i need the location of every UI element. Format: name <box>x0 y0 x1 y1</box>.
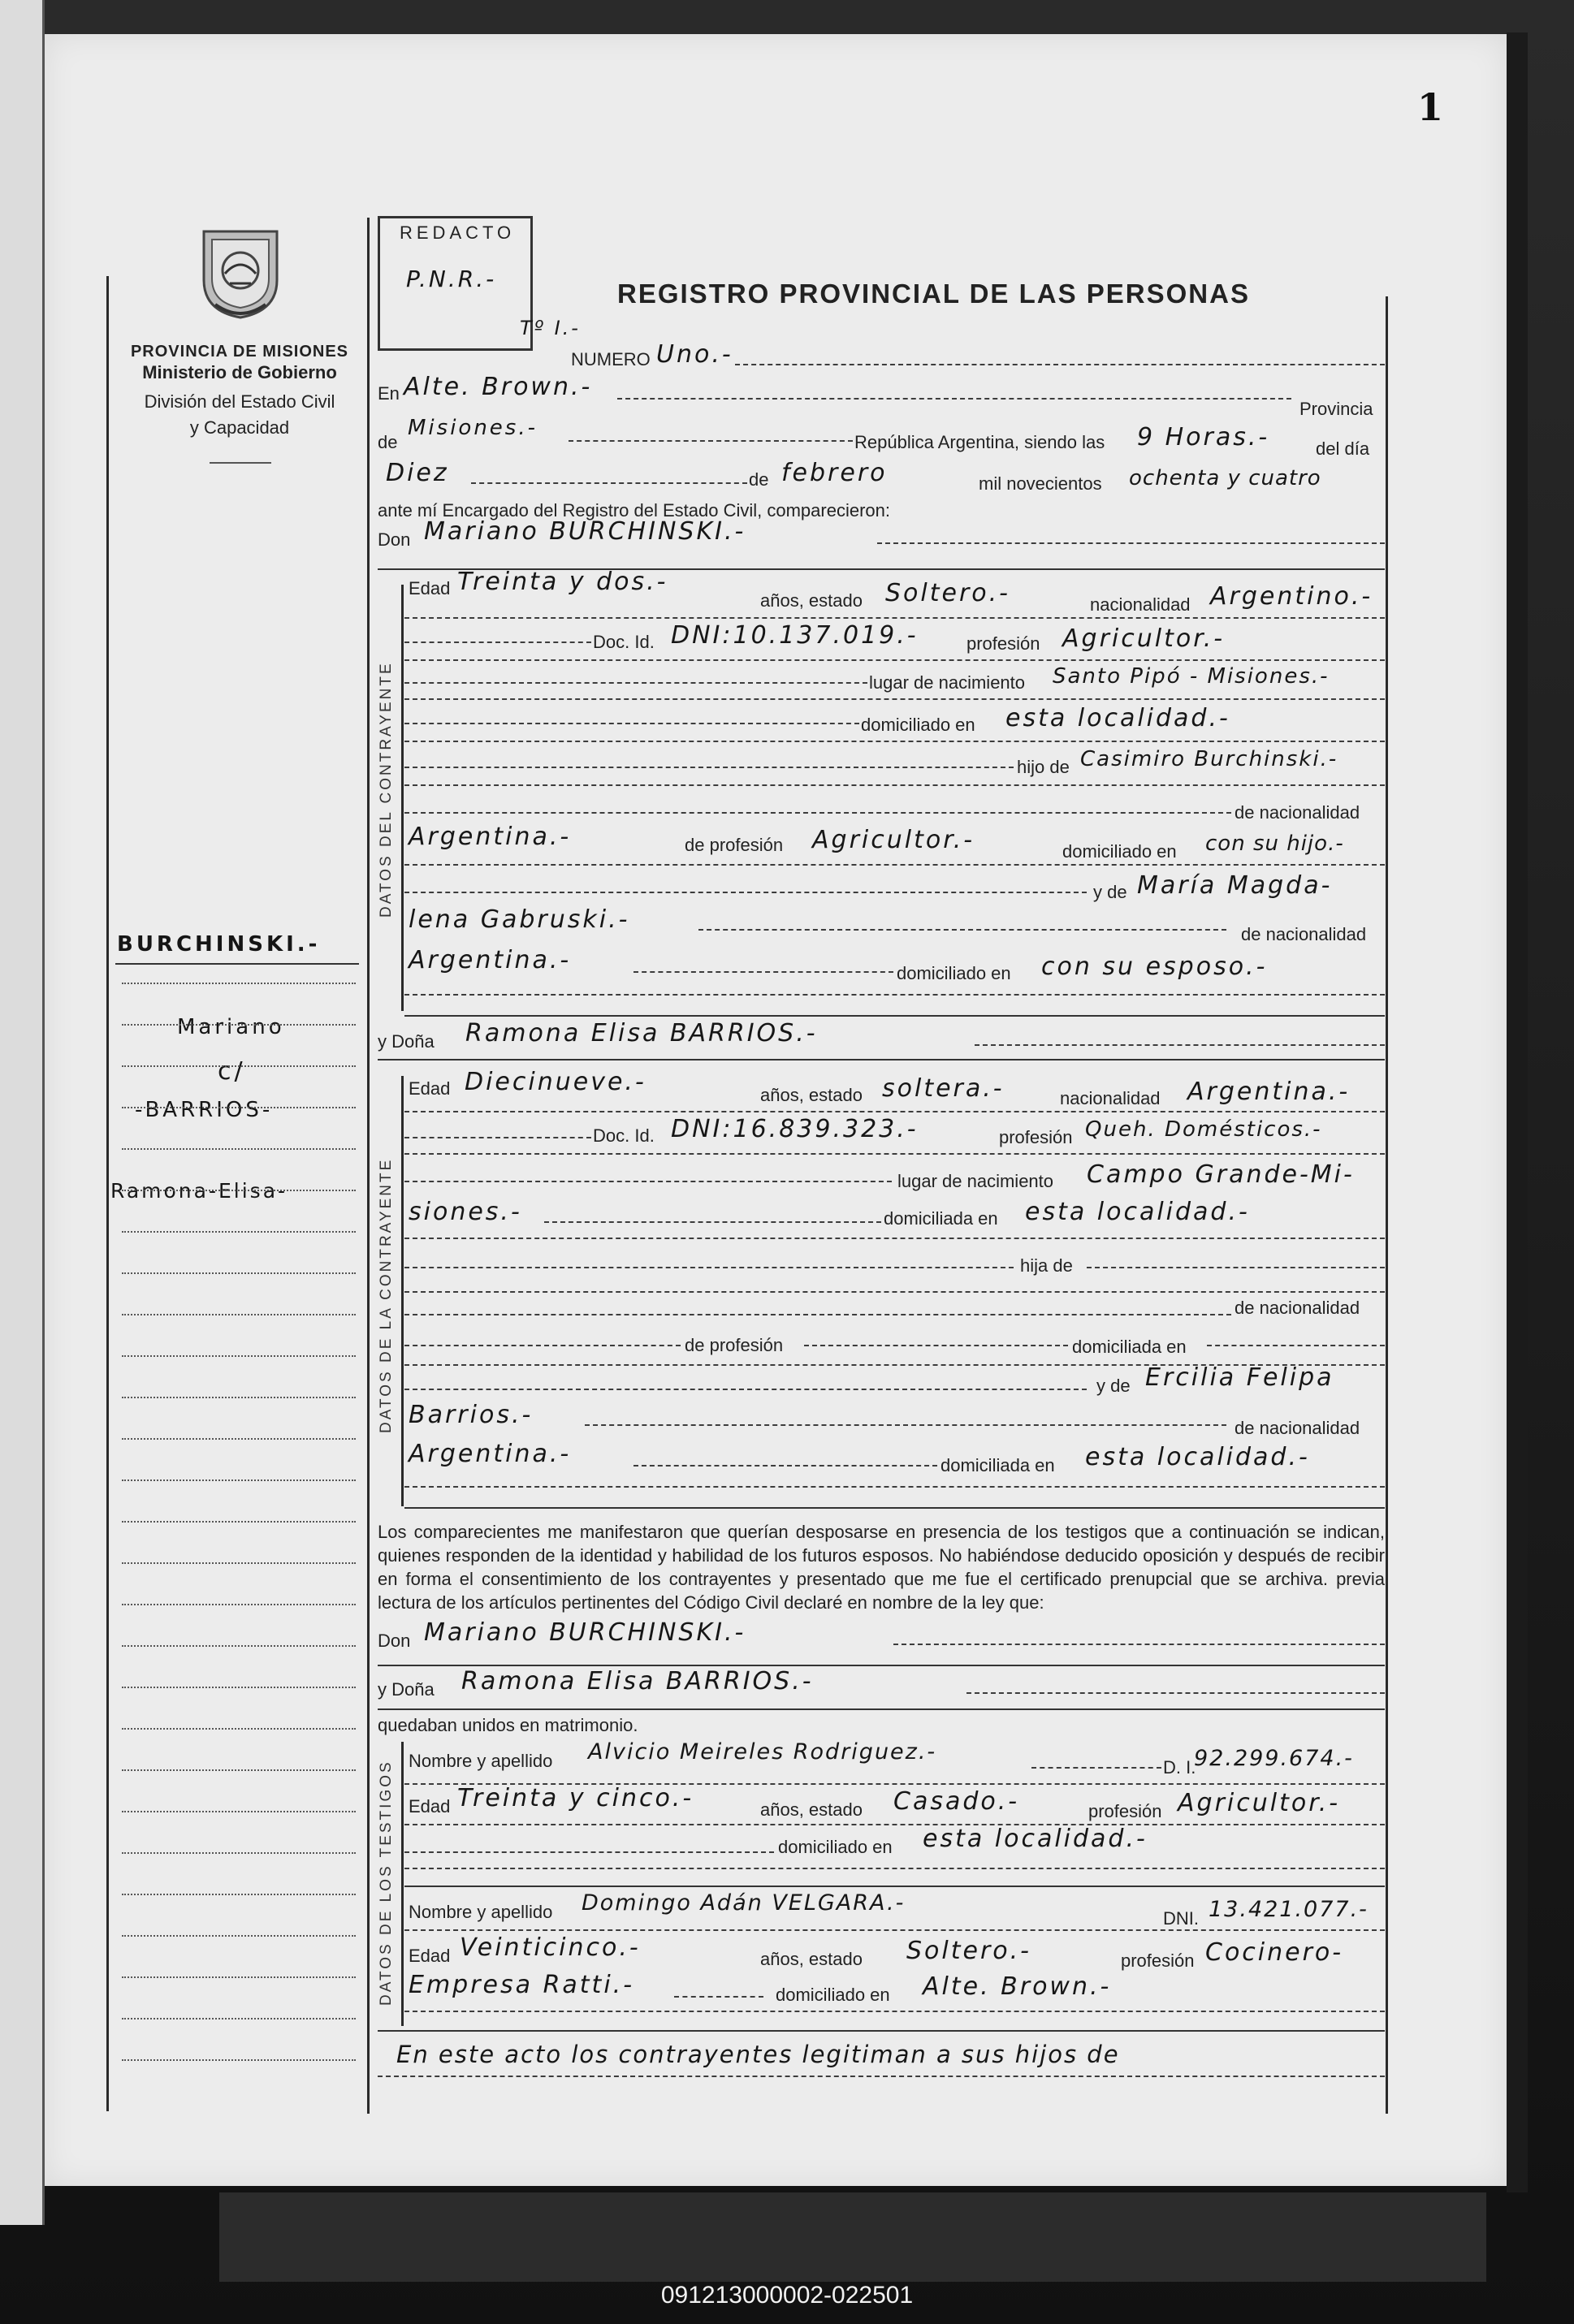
groom-madre-2: lena Gabruski.- <box>409 905 630 934</box>
bride-end-rule <box>404 1507 1385 1509</box>
groom-hijo-lead <box>404 767 1014 768</box>
t1-row2-line <box>404 1824 1385 1825</box>
right-body-rule <box>1386 296 1388 2114</box>
bride-padre-dom-label: domiciliada en <box>1072 1337 1187 1357</box>
t1-dom: esta localidad.- <box>923 1825 1148 1853</box>
decl-closing: quedaban unidos en matrimonio. <box>378 1715 638 1735</box>
margin-dotted-line <box>122 2018 356 2019</box>
groom-end-rule <box>404 1015 1385 1017</box>
margin-dotted-line <box>122 1645 356 1647</box>
en-value: Alte. Brown.- <box>404 373 593 401</box>
groom-edad-label: Edad <box>409 578 451 598</box>
decl-don-label: Don <box>378 1631 411 1651</box>
margin-dotted-line <box>122 1148 356 1150</box>
left-margin-rule <box>106 276 109 2111</box>
de2-label: de <box>749 469 769 490</box>
groom-profesion: Agricultor.- <box>1062 624 1226 653</box>
margin-dotted-line <box>122 1935 356 1937</box>
t2-edad: Veinticinco.- <box>460 1933 641 1962</box>
bride-row5-line <box>404 1291 1385 1293</box>
margin-dotted-line <box>122 1272 356 1274</box>
bride-madre-nac-label: de nacionalidad <box>1235 1418 1360 1438</box>
final-note: En este acto los contrayentes legitiman a sus hijos de <box>396 2041 1120 2068</box>
ante-text: ante mí Encargado del Registro del Estado Civil, comparecieron: <box>378 500 890 521</box>
bride-madre-nac: Argentina.- <box>409 1440 572 1468</box>
decl-don: Mariano BURCHINSKI.- <box>424 1618 746 1647</box>
groom-nac: Argentino.- <box>1210 582 1373 611</box>
bride-madre-dom: esta localidad.- <box>1085 1443 1310 1471</box>
groom-dom: esta localidad.- <box>1005 704 1230 732</box>
groom-lugar-lead <box>404 682 867 684</box>
margin-bride-name: Ramona-Elisa- <box>110 1179 288 1203</box>
groom-dom-lead <box>404 723 859 724</box>
bride-dom: esta localidad.- <box>1025 1198 1250 1226</box>
mes-value: febrero <box>781 459 888 487</box>
bride-padre-line <box>1087 1267 1385 1268</box>
t1-edad-label: Edad <box>409 1796 451 1816</box>
bride-edad-label: Edad <box>409 1078 451 1099</box>
document-title: REGISTRO PROVINCIAL DE LAS PERSONAS <box>617 279 1250 309</box>
margin-dotted-line <box>122 1852 356 1854</box>
don-value: Mariano BURCHINSKI.- <box>424 517 746 546</box>
province-name: PROVINCIA DE MISIONES <box>130 343 349 361</box>
margin-dotted-line <box>122 1438 356 1440</box>
decl-dona: Ramona Elisa BARRIOS.- <box>461 1667 814 1695</box>
margin-dotted-line <box>122 1604 356 1605</box>
margin-groom-rule <box>115 963 359 965</box>
anio-value: ochenta y cuatro <box>1129 466 1321 490</box>
bride-madre-dom-label: domiciliada en <box>941 1455 1055 1475</box>
t2-doc: 13.421.077.- <box>1209 1897 1369 1922</box>
bride-profesion-label: profesión <box>999 1127 1073 1147</box>
dona-value: Ramona Elisa BARRIOS.- <box>465 1019 818 1048</box>
bride-madre-lead <box>404 1389 1087 1390</box>
bride-y-de-label: y de <box>1096 1376 1131 1396</box>
t1-doc: 92.299.674.- <box>1194 1746 1354 1771</box>
de-label: de <box>378 432 398 452</box>
bride-padre-prof-line <box>804 1345 1068 1346</box>
bride-padre-prof-label: de profesión <box>685 1335 784 1355</box>
bride-estado: soltera.- <box>882 1074 1005 1103</box>
margin-dotted-line <box>122 1107 356 1108</box>
groom-padre-nac: Argentina.- <box>409 823 572 851</box>
bride-doc: DNI:16.839.323.- <box>671 1115 919 1143</box>
testigos-bracket <box>401 1742 404 2026</box>
groom-madre-dom-label: domiciliado en <box>897 963 1011 983</box>
groom-row2-line <box>404 659 1385 661</box>
bride-madre-nac-line <box>633 1465 937 1467</box>
t1-estado: Casado.- <box>893 1787 1020 1816</box>
groom-madre-lead <box>404 892 1087 893</box>
groom-row10-line <box>404 994 1385 996</box>
don-label: Don <box>378 529 411 550</box>
hora-value: 9 Horas.- <box>1137 423 1270 451</box>
margin-dotted-line <box>122 1397 356 1398</box>
del-dia-label: del día <box>1316 438 1370 459</box>
provincial-seal-icon <box>197 223 283 319</box>
groom-padre-dom: con su hijo.- <box>1205 832 1344 856</box>
bride-lugar-lead <box>404 1181 892 1182</box>
decl-don-rule <box>378 1665 1385 1666</box>
contrayenta-bracket <box>401 1076 404 1506</box>
division-name: División del Estado Civil <box>144 391 335 412</box>
bride-dom-lead <box>544 1221 881 1223</box>
bride-row1-line <box>404 1111 1385 1112</box>
t2-dom: Alte. Brown.- <box>923 1972 1112 2001</box>
t1-nombre: Alvicio Meireles Rodriguez.- <box>588 1739 937 1765</box>
t2-estado: Soltero.- <box>906 1937 1032 1965</box>
groom-doc: DNI:10.137.019.- <box>671 621 919 650</box>
t2-profesion: Cocinero- <box>1205 1938 1344 1967</box>
groom-madre-nac-line <box>633 971 893 973</box>
bride-hija-label: hija de <box>1020 1255 1073 1276</box>
decl-dona-line <box>966 1692 1385 1694</box>
left-facing-page <box>0 0 45 2225</box>
t2-nombre-label: Nombre y apellido <box>409 1902 553 1922</box>
margin-dotted-line <box>122 1231 356 1233</box>
bride-madre-2: Barrios.- <box>409 1401 534 1429</box>
margin-dotted-line <box>122 1562 356 1564</box>
bride-hija-lead <box>404 1267 1014 1268</box>
t1-estado-label: años, estado <box>760 1799 863 1820</box>
bride-padre-nac-lead <box>404 1314 1231 1315</box>
margin-dotted-line <box>122 1024 356 1026</box>
groom-estado-label: años, estado <box>760 590 863 611</box>
ministry-name: Ministerio de Gobierno <box>142 362 337 382</box>
bride-row10-line <box>404 1486 1385 1488</box>
margin-dotted-line <box>122 1314 356 1315</box>
bride-madre-line <box>585 1424 1226 1426</box>
de-line <box>569 440 853 442</box>
margin-dotted-line <box>122 1769 356 1771</box>
groom-row4-line <box>404 741 1385 742</box>
t2-nombre: Domingo Adán VELGARA.- <box>582 1890 906 1916</box>
bride-edad: Diecinueve.- <box>465 1068 646 1096</box>
en-line <box>617 398 1291 400</box>
margin-dotted-line <box>122 1894 356 1895</box>
groom-padre-nac-label: de nacionalidad <box>1235 802 1360 823</box>
groom-padre-dom-label: domiciliado en <box>1062 841 1177 862</box>
groom-madre-1: María Magda- <box>1137 871 1333 900</box>
t1-dom-label: domiciliado en <box>778 1837 893 1857</box>
groom-row7-line <box>404 864 1385 866</box>
margin-dotted-line <box>122 1687 356 1688</box>
t1-dom-lead <box>404 1851 774 1853</box>
t2-estado-label: años, estado <box>760 1949 863 1969</box>
t2-profesion-label: profesión <box>1121 1950 1195 1971</box>
margin-groom-surname: BURCHINSKI.- <box>117 932 321 957</box>
t2-empresa-line <box>674 1996 763 1998</box>
bride-row4-line <box>404 1238 1385 1239</box>
groom-hijo-label: hijo de <box>1017 757 1070 777</box>
page-number: 1 <box>1417 85 1444 129</box>
groom-madre-dom: con su esposo.- <box>1041 952 1268 981</box>
bride-padre-dom-line <box>1207 1345 1385 1346</box>
margin-dotted-line <box>122 1479 356 1481</box>
decl-don-line <box>893 1644 1385 1645</box>
bride-padre-prof-lead <box>404 1345 681 1346</box>
margin-dotted-line <box>122 1190 356 1191</box>
mil-label: mil novecientos <box>979 473 1102 494</box>
provincia-label: Provincia <box>1299 399 1373 419</box>
t1-profesion-label: profesión <box>1088 1801 1162 1821</box>
header-divider <box>210 462 271 464</box>
groom-edad: Treinta y dos.- <box>457 568 668 596</box>
groom-lugar-label: lugar de nacimiento <box>869 672 1026 693</box>
groom-madre-nac-label: de nacionalidad <box>1241 924 1367 944</box>
margin-column-rule <box>367 218 370 2114</box>
margin-dotted-line <box>122 983 356 984</box>
bride-lugar-1: Campo Grande-Mi- <box>1087 1160 1355 1189</box>
archive-code: 091213000002-022501 <box>660 2282 914 2309</box>
capacity-name: y Capacidad <box>189 417 290 438</box>
bride-nac: Argentina.- <box>1187 1078 1351 1106</box>
numero-label: NUMERO <box>571 349 651 369</box>
de-value: Misiones.- <box>408 416 538 440</box>
bride-lugar-label: lugar de nacimiento <box>897 1171 1054 1191</box>
margin-dotted-line <box>122 1976 356 1978</box>
bride-doc-label: Doc. Id. <box>593 1125 655 1146</box>
groom-profesion-label: profesión <box>966 633 1040 654</box>
decl-dona-rule <box>378 1708 1385 1710</box>
t1-nombre-label: Nombre y apellido <box>409 1751 553 1771</box>
page-bottom-shadow <box>219 2192 1486 2282</box>
groom-padre: Casimiro Burchinski.- <box>1080 747 1338 771</box>
groom-y-de-label: y de <box>1093 882 1127 902</box>
bride-row2-line <box>404 1153 1385 1155</box>
groom-estado: Soltero.- <box>885 579 1011 607</box>
groom-padre-prof-label: de profesión <box>685 835 784 855</box>
groom-row1-line <box>404 617 1385 619</box>
tomo-note: Tº I.- <box>520 317 581 339</box>
final-note-line <box>378 2076 1385 2077</box>
t2-row1-line <box>404 1929 1385 1931</box>
book-binding-edge <box>1507 32 1528 2192</box>
dona-line <box>975 1044 1385 1046</box>
margin-dotted-line <box>122 1355 356 1357</box>
groom-padre-prof: Agricultor.- <box>812 826 975 854</box>
groom-row5-line <box>404 784 1385 786</box>
bride-doc-lead <box>404 1137 591 1138</box>
declaration-paragraph: Los comparecientes me manifestaron que querían desposarse en presencia de los testigos que a continuación se indican, quienes responden de la identidad y habilidad de los futuros esposos. No habiéndose deducido oposición y después de recibir en forma el consentimiento de los contrayentes y presentado que me fue el certificado prenupcial que se archiva. previa lectura de los artículos pertinentes del Código Civil declaré en nombre de la ley que: <box>378 1522 1385 1613</box>
margin-dotted-line <box>122 1728 356 1730</box>
republica-label: República Argentina, siendo las <box>854 432 1105 452</box>
dona-label: y Doña <box>378 1031 435 1052</box>
t1-doc-label: D. I. <box>1163 1757 1196 1778</box>
bride-lugar-2: siones.- <box>409 1198 522 1226</box>
groom-dom-label: domiciliado en <box>861 715 975 735</box>
t1-nombre-line <box>1031 1767 1161 1769</box>
margin-groom-name: Mariano <box>177 1015 285 1039</box>
contrayente-side-label: DATOS DEL CONTRAYENTE <box>378 661 395 918</box>
contrayente-bracket <box>401 585 404 1011</box>
bride-profesion: Queh. Domésticos.- <box>1085 1117 1322 1142</box>
groom-madre-line <box>698 929 1226 931</box>
margin-dotted-line <box>122 2059 356 2061</box>
t2-doc-label: DNI. <box>1163 1908 1199 1929</box>
groom-row3-line <box>404 698 1385 700</box>
t2-dom-label: domiciliado en <box>776 1985 890 2005</box>
don-line <box>877 542 1385 544</box>
bride-estado-label: años, estado <box>760 1085 863 1105</box>
margin-bride-surname: -BARRIOS- <box>135 1098 274 1122</box>
numero-line <box>735 364 1385 365</box>
t2-edad-label: Edad <box>409 1946 451 1966</box>
t1-end-rule <box>404 1886 1385 1887</box>
margin-dotted-line <box>122 1811 356 1812</box>
dia-line <box>471 482 747 484</box>
margin-connector: c/ <box>218 1057 246 1086</box>
t2-empresa: Empresa Ratti.- <box>409 1971 635 1999</box>
t1-row3-line <box>404 1868 1385 1869</box>
bride-dom-label: domiciliada en <box>884 1208 998 1229</box>
groom-doc-lead <box>404 641 591 643</box>
dona-rule <box>378 1059 1385 1060</box>
margin-dotted-line <box>122 1521 356 1523</box>
groom-nac-label: nacionalidad <box>1090 594 1191 615</box>
en-label: En <box>378 383 400 404</box>
t1-edad: Treinta y cinco.- <box>457 1784 694 1812</box>
testigos-end-rule <box>378 2030 1385 2032</box>
t2-row3-line <box>404 2011 1385 2012</box>
bride-madre-1: Ercilia Felipa <box>1145 1363 1334 1392</box>
groom-padre-nac-lead <box>404 812 1231 814</box>
groom-lugar: Santo Pipó - Misiones.- <box>1053 664 1330 689</box>
bride-nac-label: nacionalidad <box>1060 1088 1161 1108</box>
groom-madre-nac: Argentina.- <box>409 946 572 974</box>
dia-value: Diez <box>386 459 449 487</box>
decl-dona-label: y Doña <box>378 1679 435 1700</box>
redacto-label: REDACTO <box>400 222 516 243</box>
t1-profesion: Agricultor.- <box>1178 1789 1341 1817</box>
bride-padre-nac-label: de nacionalidad <box>1235 1298 1360 1318</box>
testigos-side-label: DATOS DE LOS TESTIGOS <box>378 1760 395 2006</box>
margin-dotted-line <box>122 1065 356 1067</box>
groom-doc-label: Doc. Id. <box>593 632 655 652</box>
numero-value: Uno.- <box>656 340 733 369</box>
redacto-handwritten: P.N.R.- <box>406 266 497 292</box>
contrayenta-side-label: DATOS DE LA CONTRAYENTE <box>378 1157 395 1433</box>
